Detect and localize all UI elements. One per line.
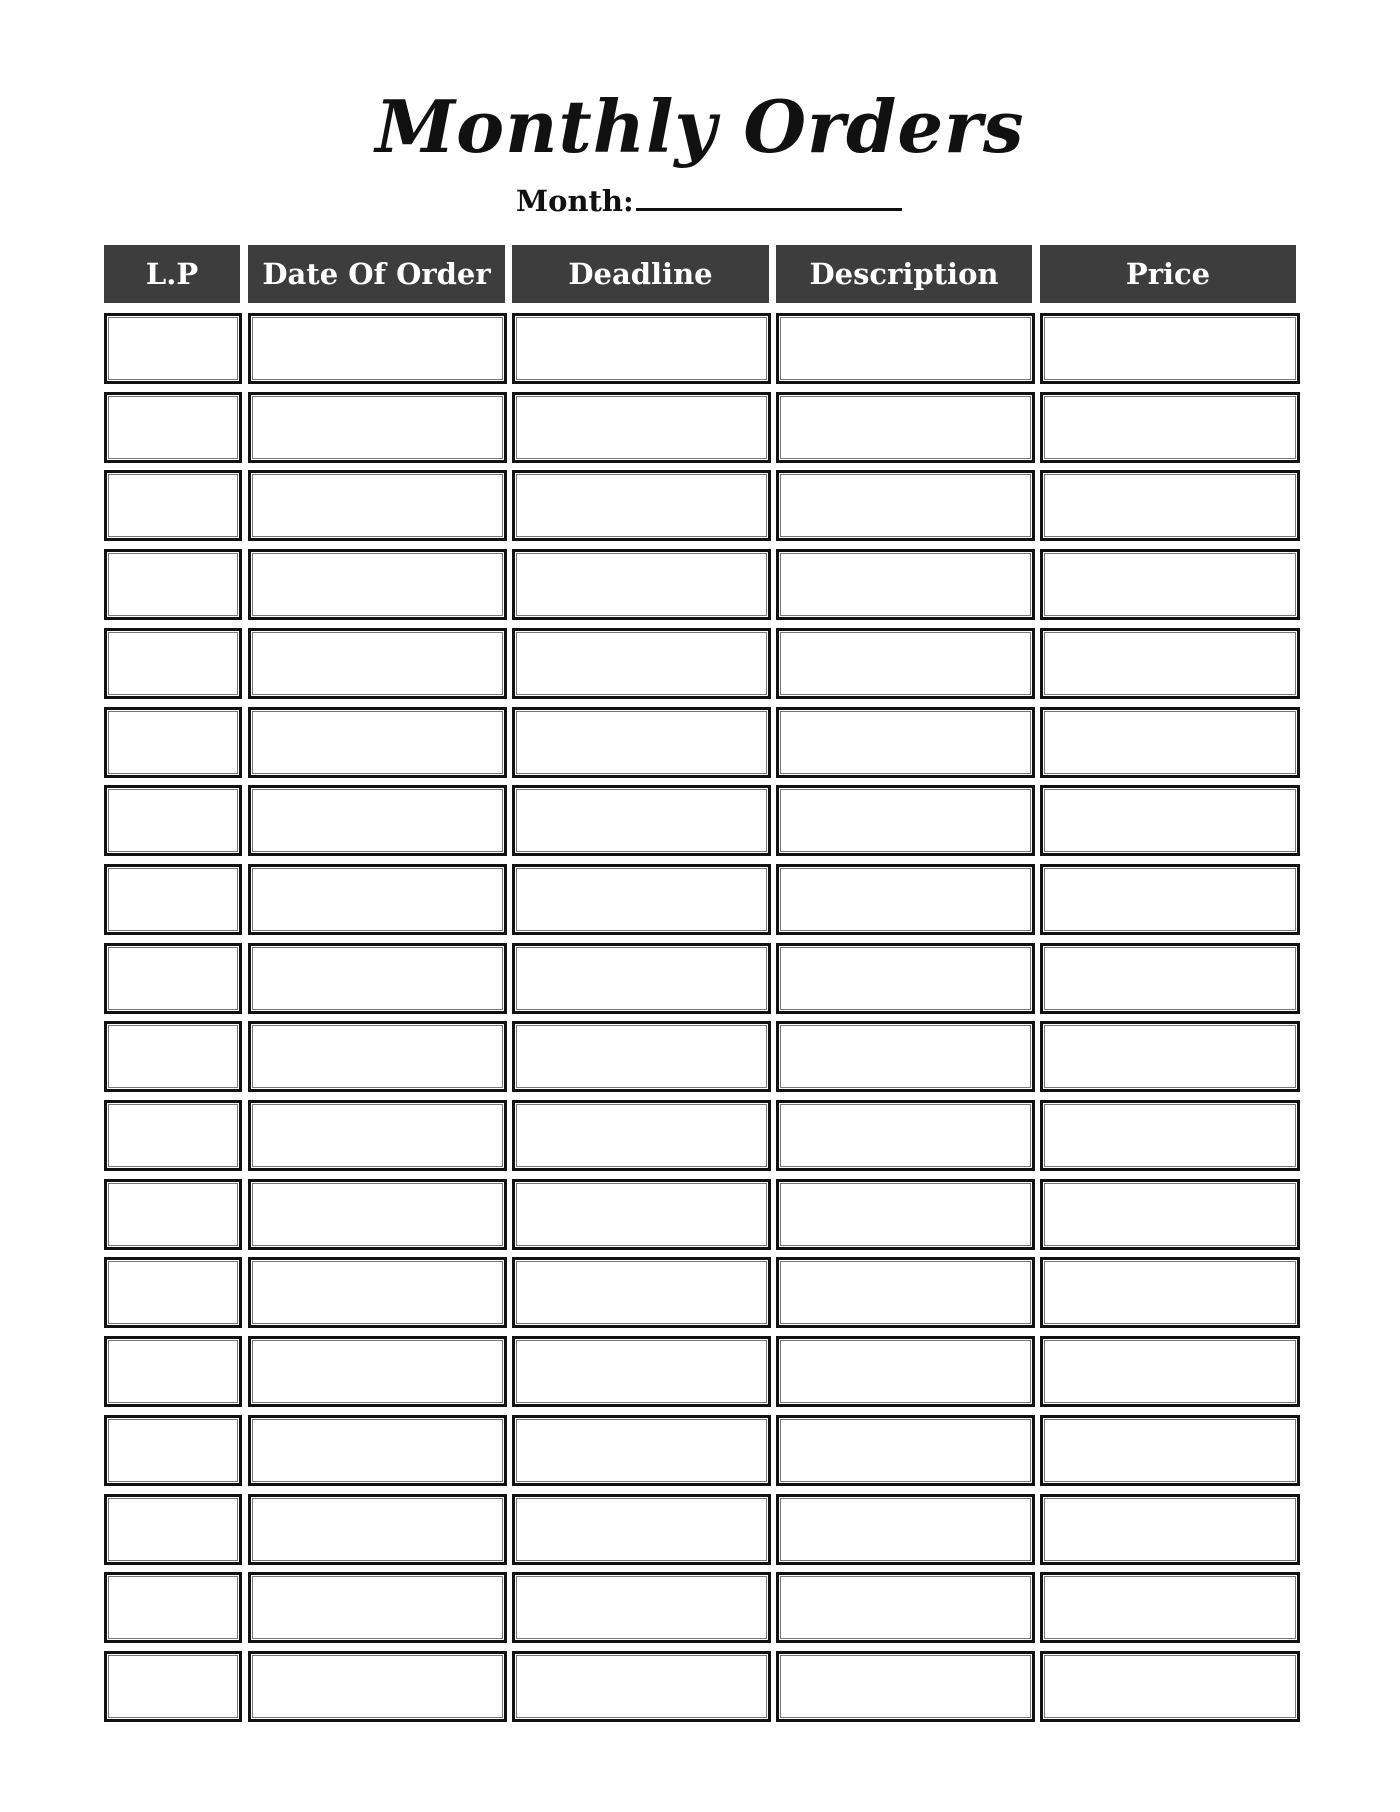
cell-deadline[interactable] bbox=[512, 1336, 771, 1407]
cell-description[interactable] bbox=[776, 628, 1035, 699]
cell-price[interactable] bbox=[1040, 1021, 1300, 1092]
cell-price[interactable] bbox=[1040, 313, 1300, 384]
cell-deadline[interactable] bbox=[512, 1415, 771, 1486]
cell-lp[interactable] bbox=[104, 1100, 242, 1171]
cell-lp[interactable] bbox=[104, 1257, 242, 1328]
cell-date-of-order[interactable] bbox=[248, 943, 507, 1014]
cell-date-of-order[interactable] bbox=[248, 1572, 507, 1643]
cell-price[interactable] bbox=[1040, 1572, 1300, 1643]
cell-lp[interactable] bbox=[104, 1179, 242, 1250]
cell-date-of-order[interactable] bbox=[248, 864, 507, 935]
cell-deadline[interactable] bbox=[512, 313, 771, 384]
cell-description[interactable] bbox=[776, 864, 1035, 935]
cell-date-of-order[interactable] bbox=[248, 1100, 507, 1171]
cell-description[interactable] bbox=[776, 470, 1035, 541]
month-label: Month: bbox=[516, 184, 634, 218]
cell-deadline[interactable] bbox=[512, 1572, 771, 1643]
cell-description[interactable] bbox=[776, 1651, 1035, 1722]
cell-date-of-order[interactable] bbox=[248, 1336, 507, 1407]
cell-price[interactable] bbox=[1040, 1100, 1300, 1171]
cell-date-of-order[interactable] bbox=[248, 392, 507, 463]
cell-deadline[interactable] bbox=[512, 1257, 771, 1328]
cell-price[interactable] bbox=[1040, 1336, 1300, 1407]
cell-date-of-order[interactable] bbox=[248, 1257, 507, 1328]
cell-description[interactable] bbox=[776, 1572, 1035, 1643]
cell-price[interactable] bbox=[1040, 392, 1300, 463]
cell-deadline[interactable] bbox=[512, 1100, 771, 1171]
cell-deadline[interactable] bbox=[512, 707, 771, 778]
cell-date-of-order[interactable] bbox=[248, 1415, 507, 1486]
cell-description[interactable] bbox=[776, 1257, 1035, 1328]
cell-description[interactable] bbox=[776, 1021, 1035, 1092]
cell-deadline[interactable] bbox=[512, 1179, 771, 1250]
cell-price[interactable] bbox=[1040, 1651, 1300, 1722]
column-header-price: Price bbox=[1040, 245, 1296, 303]
cell-price[interactable] bbox=[1040, 785, 1300, 856]
column-header-lp: L.P bbox=[104, 245, 240, 303]
cell-date-of-order[interactable] bbox=[248, 1494, 507, 1565]
cell-date-of-order[interactable] bbox=[248, 785, 507, 856]
cell-price[interactable] bbox=[1040, 943, 1300, 1014]
cell-description[interactable] bbox=[776, 707, 1035, 778]
cell-price[interactable] bbox=[1040, 1494, 1300, 1565]
cell-date-of-order[interactable] bbox=[248, 628, 507, 699]
cell-date-of-order[interactable] bbox=[248, 1021, 507, 1092]
cell-deadline[interactable] bbox=[512, 1021, 771, 1092]
cell-lp[interactable] bbox=[104, 864, 242, 935]
cell-deadline[interactable] bbox=[512, 392, 771, 463]
cell-description[interactable] bbox=[776, 1179, 1035, 1250]
cell-date-of-order[interactable] bbox=[248, 707, 507, 778]
cell-date-of-order[interactable] bbox=[248, 470, 507, 541]
cell-lp[interactable] bbox=[104, 1651, 242, 1722]
cell-description[interactable] bbox=[776, 1415, 1035, 1486]
column-header-description: Description bbox=[776, 245, 1032, 303]
cell-price[interactable] bbox=[1040, 1179, 1300, 1250]
cell-lp[interactable] bbox=[104, 1021, 242, 1092]
cell-lp[interactable] bbox=[104, 707, 242, 778]
cell-lp[interactable] bbox=[104, 1336, 242, 1407]
cell-description[interactable] bbox=[776, 785, 1035, 856]
month-field bbox=[516, 178, 902, 218]
column-header-date-of-order: Date Of Order bbox=[248, 245, 505, 303]
cell-deadline[interactable] bbox=[512, 470, 771, 541]
cell-lp[interactable] bbox=[104, 1494, 242, 1565]
cell-description[interactable] bbox=[776, 313, 1035, 384]
cell-lp[interactable] bbox=[104, 943, 242, 1014]
cell-price[interactable] bbox=[1040, 864, 1300, 935]
cell-deadline[interactable] bbox=[512, 549, 771, 620]
cell-deadline[interactable] bbox=[512, 628, 771, 699]
cell-lp[interactable] bbox=[104, 1415, 242, 1486]
cell-lp[interactable] bbox=[104, 392, 242, 463]
cell-date-of-order[interactable] bbox=[248, 549, 507, 620]
cell-description[interactable] bbox=[776, 549, 1035, 620]
cell-price[interactable] bbox=[1040, 1415, 1300, 1486]
cell-description[interactable] bbox=[776, 943, 1035, 1014]
cell-price[interactable] bbox=[1040, 1257, 1300, 1328]
cell-description[interactable] bbox=[776, 392, 1035, 463]
cell-deadline[interactable] bbox=[512, 864, 771, 935]
cell-description[interactable] bbox=[776, 1336, 1035, 1407]
cell-lp[interactable] bbox=[104, 470, 242, 541]
cell-price[interactable] bbox=[1040, 470, 1300, 541]
cell-date-of-order[interactable] bbox=[248, 1179, 507, 1250]
cell-deadline[interactable] bbox=[512, 1494, 771, 1565]
cell-description[interactable] bbox=[776, 1494, 1035, 1565]
cell-deadline[interactable] bbox=[512, 1651, 771, 1722]
cell-deadline[interactable] bbox=[512, 943, 771, 1014]
month-input-line[interactable] bbox=[636, 208, 902, 211]
cell-deadline[interactable] bbox=[512, 785, 771, 856]
cell-lp[interactable] bbox=[104, 785, 242, 856]
cell-date-of-order[interactable] bbox=[248, 313, 507, 384]
page-title: Monthly Orders bbox=[375, 84, 1025, 169]
cell-date-of-order[interactable] bbox=[248, 1651, 507, 1722]
cell-lp[interactable] bbox=[104, 1572, 242, 1643]
cell-lp[interactable] bbox=[104, 313, 242, 384]
cell-price[interactable] bbox=[1040, 549, 1300, 620]
cell-lp[interactable] bbox=[104, 549, 242, 620]
cell-lp[interactable] bbox=[104, 628, 242, 699]
cell-price[interactable] bbox=[1040, 707, 1300, 778]
column-header-deadline: Deadline bbox=[512, 245, 769, 303]
cell-price[interactable] bbox=[1040, 628, 1300, 699]
cell-description[interactable] bbox=[776, 1100, 1035, 1171]
